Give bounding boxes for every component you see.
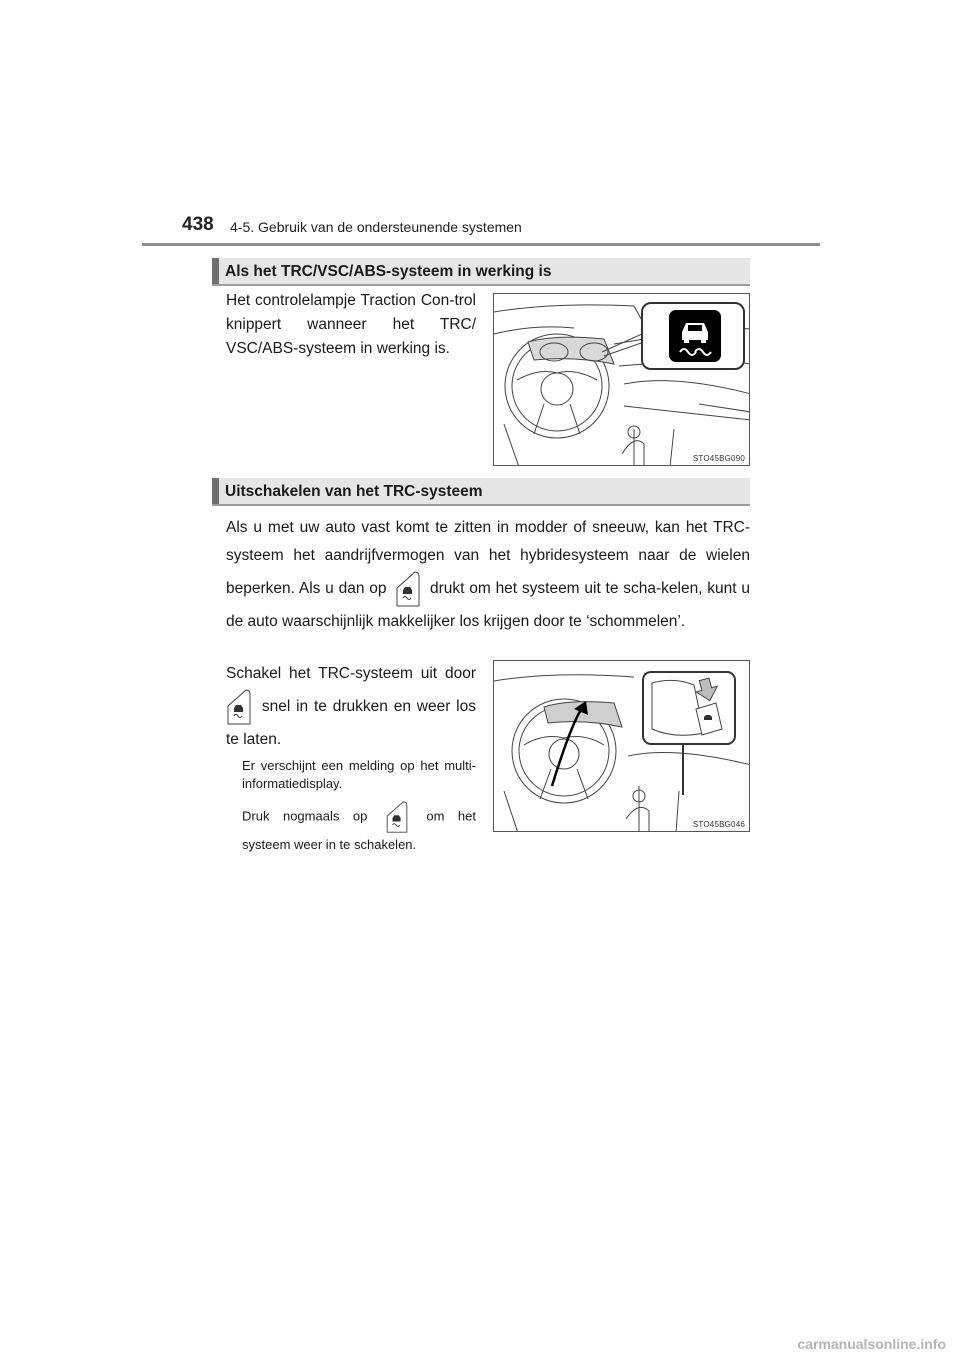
section-title: Als het TRC/VSC/ABS-systeem in werking is	[225, 263, 552, 280]
note-display-message: Er verschijnt een melding op het multi-informatiedisplay.	[242, 758, 476, 791]
paragraph-text: Schakel het TRC-systeem uit door	[226, 665, 476, 682]
note-text: om het systeem weer in te schakelen.	[242, 808, 476, 852]
section2-paragraph1	[226, 514, 750, 636]
callout-pointer	[682, 745, 684, 795]
button-location-callout	[642, 671, 736, 745]
section-heading-trc-active	[212, 258, 750, 286]
vsc-off-button-icon	[226, 688, 252, 726]
figure-code: STO45BG090	[692, 454, 745, 463]
paragraph-text: snel in te drukken en weer los te laten.	[226, 698, 476, 748]
paragraph-text: drukt om het systeem uit te scha-kelen, kunt u de auto waarschijnlijk makkelijker los krijgen door te ‘schommelen’.	[226, 580, 750, 630]
vsc-off-button-icon	[395, 570, 421, 608]
section-heading-trc-off	[212, 478, 750, 506]
figure-code: STO45BG046	[692, 820, 745, 829]
section-bar	[212, 258, 219, 284]
section-title: Uitschakelen van het TRC-systeem	[225, 483, 483, 500]
section-bar	[212, 478, 219, 504]
slip-indicator-icon	[669, 310, 721, 362]
note-text: Druk nogmaals op	[242, 808, 368, 824]
vsc-off-button-icon	[385, 800, 409, 834]
page-number: 438	[182, 214, 214, 235]
steering-button-illustration	[493, 660, 750, 832]
section1-body: Het controlelampje Traction Con-trol knippert wanneer het TRC/ VSC/ABS-systeem in werking is.	[226, 292, 476, 357]
chapter-title: 4-5. Gebruik van de ondersteunende systemen	[230, 219, 522, 235]
slip-indicator-callout	[641, 302, 745, 370]
note-reactivate	[242, 800, 476, 856]
dashboard-illustration	[493, 293, 750, 466]
section2-paragraph2	[226, 660, 476, 754]
watermark: carmanualsonline.info	[797, 1336, 946, 1352]
header-rule	[142, 243, 820, 246]
paragraph-text: Als u met uw auto vast komt te zitten in modder of sneeuw, kan het TRC-systeem het aandrijfvermogen van het hybridesysteem naar de wielen beperken. Als u dan op	[226, 519, 750, 598]
